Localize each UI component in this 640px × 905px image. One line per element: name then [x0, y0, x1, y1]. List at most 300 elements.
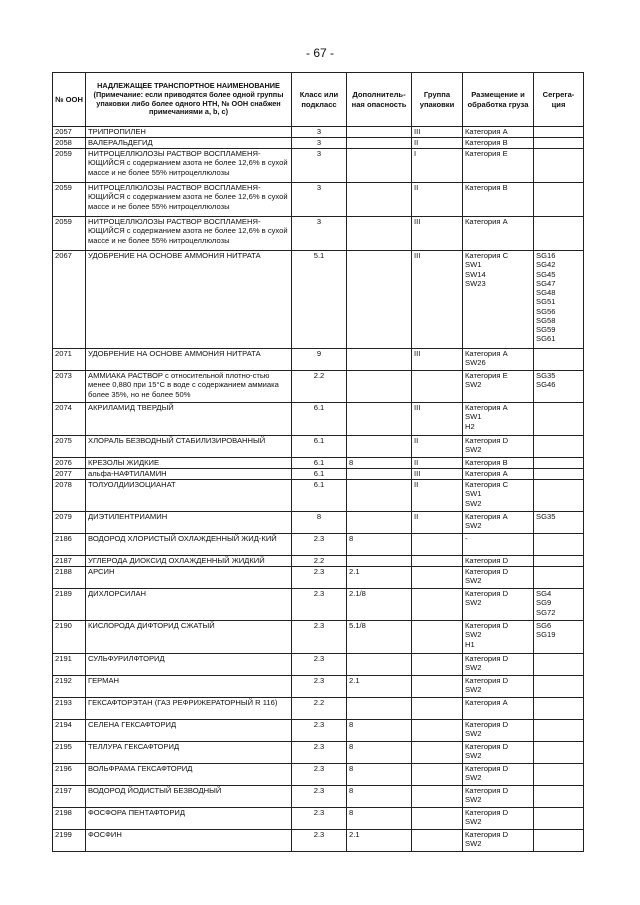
stowage-code: SW23 — [465, 278, 486, 288]
table-row — [53, 469, 584, 480]
table-row — [53, 621, 584, 654]
packing-group-cell — [412, 371, 463, 403]
stowage-code: Категория A — [465, 698, 508, 707]
subsidiary-risk-cell — [347, 149, 412, 183]
segregation-cell — [534, 698, 584, 720]
packing-group-cell — [412, 534, 463, 556]
stowage-cell — [463, 127, 534, 138]
un-number-cell: 2059 — [53, 217, 86, 251]
stowage-code: Категория D — [465, 436, 509, 445]
stowage-code: Категория B — [465, 458, 508, 467]
stowage-code: Категория A — [465, 403, 508, 412]
stowage-cell — [463, 567, 534, 589]
segregation-cell — [534, 480, 584, 512]
segregation-cell — [534, 127, 584, 138]
segregation-code: SG35 — [536, 512, 556, 521]
shipping-name-cell: ГЕРМАН — [86, 676, 292, 698]
subsidiary-risk-cell — [347, 217, 412, 251]
un-number-cell: 2197 — [53, 786, 86, 808]
stowage-code: SW2 — [465, 795, 482, 805]
segregation-cell — [534, 251, 584, 349]
dangerous-goods-table — [52, 72, 584, 852]
header-un-number: № ООН — [53, 73, 86, 127]
stowage-code: Категория A — [465, 512, 508, 521]
un-number-cell: 2194 — [53, 720, 86, 742]
segregation-code: SG6 — [536, 621, 552, 630]
table-row — [53, 436, 584, 458]
packing-group-cell: III — [412, 469, 463, 480]
table-row — [53, 371, 584, 403]
stowage-code: SW2 — [465, 380, 482, 390]
class-cell: 2.3 — [292, 830, 347, 852]
class-cell: 6.1 — [292, 436, 347, 458]
shipping-name-cell: ДИЭТИЛЕНТРИАМИН — [86, 512, 292, 534]
page-number: - 67 - — [305, 46, 334, 60]
shipping-name-cell: ХЛОРАЛЬ БЕЗВОДНЫЙ СТАБИЛИЗИРОВАННЫЙ — [86, 436, 292, 458]
segregation-code: SG51 — [536, 297, 556, 307]
packing-group-cell: II — [412, 138, 463, 149]
stowage-cell — [463, 149, 534, 183]
stowage-cell — [463, 138, 534, 149]
stowage-cell — [463, 698, 534, 720]
shipping-name-cell: ВОЛЬФРАМА ГЕКСАФТОРИД — [86, 764, 292, 786]
un-number-cell: 2057 — [53, 127, 86, 138]
un-number-cell: 2079 — [53, 512, 86, 534]
un-number-cell: 2074 — [53, 403, 86, 436]
segregation-cell — [534, 808, 584, 830]
stowage-code: SW2 — [465, 630, 482, 640]
header-row — [53, 73, 584, 127]
stowage-code: Категория C — [465, 251, 509, 260]
subsidiary-risk-cell: 5.1/8 — [347, 621, 412, 654]
shipping-name-cell: НИТРОЦЕЛЛЮЛОЗЫ РАСТВОР ВОСПЛАМЕНЯ-ЮЩИЙСЯ с содержанием азота не более 12,6% в сухой массе и не более 55% нитроцеллюлозы — [86, 149, 292, 183]
stowage-cell — [463, 371, 534, 403]
segregation-code: SG4 — [536, 589, 552, 598]
table-row — [53, 830, 584, 852]
stowage-code: H1 — [465, 639, 475, 649]
un-number-cell: 2198 — [53, 808, 86, 830]
header-subsidiary-risk: Дополнитель-ная опасность — [347, 73, 412, 127]
un-number-cell: 2191 — [53, 654, 86, 676]
segregation-cell — [534, 217, 584, 251]
packing-group-cell — [412, 654, 463, 676]
class-cell: 2.3 — [292, 621, 347, 654]
stowage-code: SW2 — [465, 576, 482, 586]
stowage-cell — [463, 534, 534, 556]
shipping-name-cell: НИТРОЦЕЛЛЮЛОЗЫ РАСТВОР ВОСПЛАМЕНЯ-ЮЩИЙСЯ с содержанием азота не более 12,6% в сухой массе и не более 55% нитроцеллюлозы — [86, 217, 292, 251]
stowage-code: SW2 — [465, 598, 482, 608]
packing-group-cell: III — [412, 127, 463, 138]
stowage-code: SW14 — [465, 269, 486, 279]
class-cell: 3 — [292, 217, 347, 251]
packing-group-cell: III — [412, 349, 463, 371]
segregation-cell — [534, 567, 584, 589]
stowage-code: Категория D — [465, 742, 509, 751]
stowage-cell — [463, 349, 534, 371]
segregation-cell — [534, 138, 584, 149]
table-row — [53, 676, 584, 698]
un-number-cell: 2195 — [53, 742, 86, 764]
stowage-cell — [463, 621, 534, 654]
stowage-code: Категория D — [465, 654, 509, 663]
stowage-cell — [463, 676, 534, 698]
table-row — [53, 403, 584, 436]
un-number-cell: 2078 — [53, 480, 86, 512]
table-row — [53, 458, 584, 469]
shipping-name-cell: УДОБРЕНИЕ НА ОСНОВЕ АММОНИЯ НИТРАТА — [86, 251, 292, 349]
class-cell: 2.2 — [292, 698, 347, 720]
packing-group-cell — [412, 589, 463, 621]
subsidiary-risk-cell — [347, 436, 412, 458]
packing-group-cell: III — [412, 251, 463, 349]
un-number-cell: 2186 — [53, 534, 86, 556]
un-number-cell: 2199 — [53, 830, 86, 852]
packing-group-cell — [412, 764, 463, 786]
stowage-code: - — [465, 534, 468, 543]
segregation-cell — [534, 589, 584, 621]
packing-group-cell: II — [412, 436, 463, 458]
stowage-code: Категория B — [465, 138, 508, 147]
class-cell: 6.1 — [292, 480, 347, 512]
segregation-code: SG61 — [536, 334, 556, 344]
segregation-cell — [534, 786, 584, 808]
table-row — [53, 183, 584, 217]
segregation-code: SG48 — [536, 288, 556, 297]
stowage-code: Категория D — [465, 808, 509, 817]
segregation-code: SG56 — [536, 306, 556, 316]
stowage-code: SW2 — [465, 839, 482, 849]
un-number-cell: 2077 — [53, 469, 86, 480]
shipping-name-cell: ТЕЛЛУРА ГЕКСАФТОРИД — [86, 742, 292, 764]
packing-group-cell — [412, 830, 463, 852]
stowage-code: Категория A — [465, 127, 508, 136]
header-packing-group: Группа упаковки — [412, 73, 463, 127]
shipping-name-cell: альфа-НАФТИЛАМИН — [86, 469, 292, 480]
subsidiary-risk-cell — [347, 480, 412, 512]
segregation-code: SG35 — [536, 371, 556, 380]
stowage-code: SW2 — [465, 663, 482, 673]
stowage-code: Категория D — [465, 621, 509, 630]
class-cell: 2.3 — [292, 567, 347, 589]
shipping-name-cell: ФОСФИН — [86, 830, 292, 852]
segregation-cell — [534, 149, 584, 183]
shipping-name-cell: АММИАКА РАСТВОР с относительной плотно-стью менее 0,880 при 15°C в воде с содержанием аммиака более 35%, но не более 50% — [86, 371, 292, 403]
segregation-cell — [534, 469, 584, 480]
stowage-cell — [463, 764, 534, 786]
packing-group-cell — [412, 556, 463, 567]
subsidiary-risk-cell — [347, 698, 412, 720]
segregation-code: SG19 — [536, 630, 556, 640]
table-row — [53, 786, 584, 808]
table-row — [53, 720, 584, 742]
shipping-name-cell: ДИХЛОРСИЛАН — [86, 589, 292, 621]
stowage-cell — [463, 742, 534, 764]
un-number-cell: 2071 — [53, 349, 86, 371]
packing-group-cell: II — [412, 183, 463, 217]
shipping-name-cell: КИСЛОРОДА ДИФТОРИД СЖАТЫЙ — [86, 621, 292, 654]
segregation-cell — [534, 512, 584, 534]
table-row — [53, 149, 584, 183]
stowage-code: Категория D — [465, 720, 509, 729]
class-cell: 6.1 — [292, 403, 347, 436]
stowage-cell — [463, 251, 534, 349]
table-row — [53, 808, 584, 830]
un-number-cell: 2058 — [53, 138, 86, 149]
un-number-cell: 2192 — [53, 676, 86, 698]
un-number-cell: 2059 — [53, 149, 86, 183]
table-row — [53, 480, 584, 512]
stowage-code: SW2 — [465, 729, 482, 739]
class-cell: 6.1 — [292, 469, 347, 480]
header-proper-shipping-name: НАДЛЕЖАЩЕЕ ТРАНСПОРТНОЕ НАИМЕНОВАНИЕ (Примечание: если приводятся более одной группы упаковки либо более одного НТН, № ООН снабжен примечаниями a, b, c) — [86, 73, 292, 127]
class-cell: 2.2 — [292, 556, 347, 567]
stowage-code: SW2 — [465, 521, 482, 531]
table-row — [53, 556, 584, 567]
stowage-cell — [463, 808, 534, 830]
stowage-cell — [463, 720, 534, 742]
class-cell: 2.3 — [292, 720, 347, 742]
stowage-code: Категория E — [465, 371, 508, 380]
stowage-code: Категория D — [465, 676, 509, 685]
segregation-code: SG47 — [536, 278, 556, 288]
segregation-cell — [534, 556, 584, 567]
stowage-code: Категория D — [465, 567, 509, 576]
stowage-cell — [463, 556, 534, 567]
un-number-cell: 2196 — [53, 764, 86, 786]
subsidiary-risk-cell — [347, 349, 412, 371]
packing-group-cell: III — [412, 217, 463, 251]
subsidiary-risk-cell: 8 — [347, 808, 412, 830]
shipping-name-cell: АКРИЛАМИД ТВЕРДЫЙ — [86, 403, 292, 436]
shipping-name-cell: СУЛЬФУРИЛФТОРИД — [86, 654, 292, 676]
class-cell: 2.2 — [292, 371, 347, 403]
class-cell: 2.3 — [292, 786, 347, 808]
shipping-name-cell: ТОЛУОЛДИИЗОЦИАНАТ — [86, 480, 292, 512]
packing-group-cell — [412, 786, 463, 808]
stowage-code: Категория D — [465, 830, 509, 839]
class-cell: 3 — [292, 183, 347, 217]
stowage-code: SW1 — [465, 412, 482, 422]
un-number-cell: 2189 — [53, 589, 86, 621]
header-class: Класс или подкласс — [292, 73, 347, 127]
shipping-name-cell: УГЛЕРОДА ДИОКСИД ОХЛАЖДЕННЫЙ ЖИДКИЙ — [86, 556, 292, 567]
packing-group-cell — [412, 742, 463, 764]
shipping-name-cell: ВАЛЕРАЛЬДЕГИД — [86, 138, 292, 149]
table-row — [53, 589, 584, 621]
class-cell: 3 — [292, 127, 347, 138]
segregation-cell — [534, 183, 584, 217]
shipping-name-cell: ВОДОРОД ЙОДИСТЫЙ БЕЗВОДНЫЙ — [86, 786, 292, 808]
subsidiary-risk-cell — [347, 556, 412, 567]
stowage-code: Категория A — [465, 349, 508, 358]
subsidiary-risk-cell: 8 — [347, 742, 412, 764]
stowage-code: SW2 — [465, 685, 482, 695]
stowage-code: Категория D — [465, 556, 509, 565]
class-cell: 2.3 — [292, 676, 347, 698]
subsidiary-risk-cell — [347, 371, 412, 403]
segregation-cell — [534, 742, 584, 764]
segregation-code: SG42 — [536, 260, 556, 270]
subsidiary-risk-cell: 2.1 — [347, 830, 412, 852]
stowage-code: SW2 — [465, 751, 482, 761]
segregation-code: SG59 — [536, 325, 556, 334]
packing-group-cell — [412, 698, 463, 720]
class-cell: 2.3 — [292, 589, 347, 621]
stowage-cell — [463, 469, 534, 480]
un-number-cell: 2188 — [53, 567, 86, 589]
subsidiary-risk-cell — [347, 138, 412, 149]
stowage-cell — [463, 654, 534, 676]
shipping-name-cell: СЕЛЕНА ГЕКСАФТОРИД — [86, 720, 292, 742]
segregation-code: SG72 — [536, 607, 556, 617]
packing-group-cell: II — [412, 512, 463, 534]
segregation-cell — [534, 621, 584, 654]
subsidiary-risk-cell — [347, 654, 412, 676]
stowage-code: Категория D — [465, 589, 509, 598]
stowage-code: Категория B — [465, 183, 508, 192]
stowage-cell — [463, 436, 534, 458]
stowage-code: Категория A — [465, 217, 508, 226]
stowage-code: SW2 — [465, 817, 482, 827]
class-cell: 3 — [292, 149, 347, 183]
class-cell: 2.3 — [292, 654, 347, 676]
table-row — [53, 349, 584, 371]
table-body — [53, 127, 584, 852]
shipping-name-cell: ВОДОРОД ХЛОРИСТЫЙ ОХЛАЖДЕННЫЙ ЖИД-КИЙ — [86, 534, 292, 556]
class-cell: 3 — [292, 138, 347, 149]
segregation-cell — [534, 403, 584, 436]
class-cell: 2.3 — [292, 808, 347, 830]
un-number-cell: 2190 — [53, 621, 86, 654]
stowage-code: Категория D — [465, 786, 509, 795]
subsidiary-risk-cell: 8 — [347, 786, 412, 808]
class-cell: 9 — [292, 349, 347, 371]
shipping-name-cell: КРЕЗОЛЫ ЖИДКИЕ — [86, 458, 292, 469]
stowage-code: SW2 — [465, 498, 482, 508]
un-number-cell: 2076 — [53, 458, 86, 469]
packing-group-cell: III — [412, 403, 463, 436]
stowage-code: SW2 — [465, 773, 482, 783]
stowage-cell — [463, 589, 534, 621]
subsidiary-risk-cell: 2.1 — [347, 567, 412, 589]
un-number-cell: 2193 — [53, 698, 86, 720]
table-row — [53, 512, 584, 534]
un-number-cell: 2059 — [53, 183, 86, 217]
segregation-code: SG46 — [536, 380, 556, 390]
packing-group-cell — [412, 720, 463, 742]
table-row — [53, 764, 584, 786]
subsidiary-risk-cell — [347, 183, 412, 217]
segregation-cell — [534, 534, 584, 556]
segregation-cell — [534, 654, 584, 676]
segregation-cell — [534, 676, 584, 698]
class-cell: 2.3 — [292, 742, 347, 764]
subsidiary-risk-cell: 8 — [347, 534, 412, 556]
table-row — [53, 534, 584, 556]
class-cell: 8 — [292, 512, 347, 534]
shipping-name-cell: НИТРОЦЕЛЛЮЛОЗЫ РАСТВОР ВОСПЛАМЕНЯ-ЮЩИЙСЯ с содержанием азота не более 12,6% в сухой массе и не более 55% нитроцеллюлозы — [86, 183, 292, 217]
segregation-code: SG58 — [536, 315, 556, 325]
table-row — [53, 698, 584, 720]
shipping-name-cell: ФОСФОРА ПЕНТАФТОРИД — [86, 808, 292, 830]
class-cell: 2.3 — [292, 534, 347, 556]
stowage-code: H2 — [465, 421, 475, 431]
packing-group-cell: I — [412, 149, 463, 183]
class-cell: 6.1 — [292, 458, 347, 469]
stowage-code: Категория E — [465, 149, 508, 158]
stowage-cell — [463, 183, 534, 217]
header-stowage-handling: Размещение и обработка груза — [463, 73, 534, 127]
class-cell: 5.1 — [292, 251, 347, 349]
packing-group-cell — [412, 567, 463, 589]
subsidiary-risk-cell: 2.1 — [347, 676, 412, 698]
table-row — [53, 217, 584, 251]
subsidiary-risk-cell: 8 — [347, 458, 412, 469]
stowage-cell — [463, 830, 534, 852]
packing-group-cell: II — [412, 480, 463, 512]
packing-group-cell — [412, 808, 463, 830]
un-number-cell: 2067 — [53, 251, 86, 349]
un-number-cell: 2075 — [53, 436, 86, 458]
stowage-code: SW26 — [465, 358, 486, 368]
stowage-code: Категория D — [465, 764, 509, 773]
table-row — [53, 127, 584, 138]
segregation-cell — [534, 436, 584, 458]
table-row — [53, 742, 584, 764]
segregation-cell — [534, 764, 584, 786]
subsidiary-risk-cell — [347, 469, 412, 480]
un-number-cell: 2073 — [53, 371, 86, 403]
segregation-code: SG16 — [536, 251, 556, 260]
segregation-cell — [534, 720, 584, 742]
stowage-cell — [463, 786, 534, 808]
stowage-code: Категория A — [465, 469, 508, 478]
subsidiary-risk-cell: 8 — [347, 720, 412, 742]
stowage-cell — [463, 403, 534, 436]
subsidiary-risk-cell — [347, 127, 412, 138]
packing-group-cell — [412, 621, 463, 654]
segregation-code: SG9 — [536, 598, 552, 608]
header-segregation: Сегрега-ция — [534, 73, 584, 127]
stowage-cell — [463, 480, 534, 512]
segregation-cell — [534, 349, 584, 371]
shipping-name-cell: УДОБРЕНИЕ НА ОСНОВЕ АММОНИЯ НИТРАТА — [86, 349, 292, 371]
class-cell: 2.3 — [292, 764, 347, 786]
subsidiary-risk-cell — [347, 403, 412, 436]
subsidiary-risk-cell: 8 — [347, 764, 412, 786]
subsidiary-risk-cell: 2.1/8 — [347, 589, 412, 621]
shipping-name-cell: ТРИПРОПИЛЕН — [86, 127, 292, 138]
stowage-code: Категория C — [465, 480, 509, 489]
table-row — [53, 567, 584, 589]
stowage-cell — [463, 512, 534, 534]
stowage-code: SW1 — [465, 489, 482, 499]
subsidiary-risk-cell — [347, 251, 412, 349]
segregation-cell — [534, 830, 584, 852]
un-number-cell: 2187 — [53, 556, 86, 567]
packing-group-cell: II — [412, 458, 463, 469]
packing-group-cell — [412, 676, 463, 698]
segregation-code: SG45 — [536, 269, 556, 279]
table-row — [53, 251, 584, 349]
shipping-name-cell: АРСИН — [86, 567, 292, 589]
segregation-cell — [534, 371, 584, 403]
table-row — [53, 654, 584, 676]
stowage-code: SW2 — [465, 445, 482, 455]
stowage-cell — [463, 217, 534, 251]
table-row — [53, 138, 584, 149]
subsidiary-risk-cell — [347, 512, 412, 534]
